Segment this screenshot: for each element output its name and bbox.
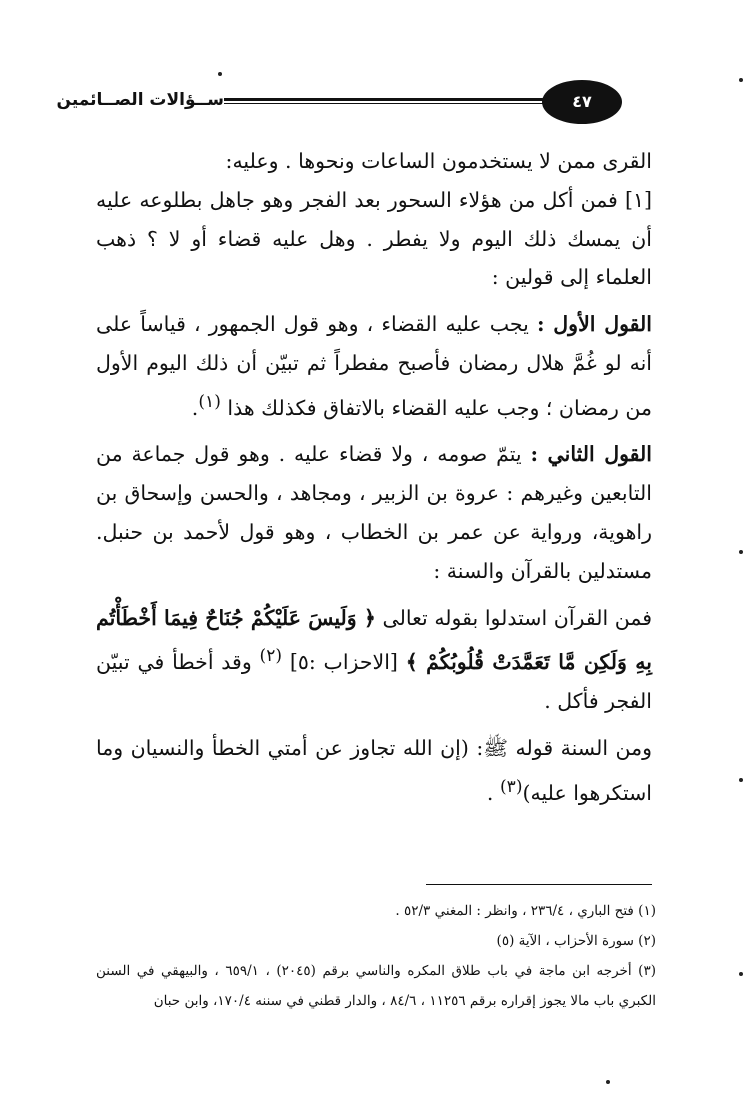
paragraph-quran: فمن القرآن استدلوا بقوله تعالى ﴿ وَلَيسَ عَلَيْكُمْ جُنَاحٌ فِيمَا أَخْطَأْتُم بِهِ وَلَكِن مَّا تَعَمَّدَتْ قُلُوبُكُمْ ﴾ [الاحزاب :٥] $^{(٢)}$ وقد أخطأ في تبيّن الفجر فأكل . [96,605,652,714]
surah-ref: [الاحزاب :٥] [289,650,398,675]
footnote-ref: (١) [198,391,221,412]
footnote: (١) فتح الباري ، ٢٣٦/٤ ، وانظر : المغني ٥٢/٣ . [395,903,656,919]
page-header [56,80,656,126]
first-opinion-label: القول الأول : [536,312,652,337]
footnotes [96,896,656,1016]
paragraph: [١] فمن أكل من هؤلاء السحور بعد الفجر وهو جاهل بطلوعه عليه أن يمسك ذلك اليوم ولا يفطر . وهل عليه قضاء أو لا ؟ ذهب العلماء إلى قولين : [96,187,652,290]
scan-speck [739,972,743,976]
second-opinion-label: القول الثاني : [530,442,652,467]
scan-speck [606,1080,610,1084]
running-title: ســؤالات الصــائمين [56,90,224,110]
footnote-ref: (٣) [499,776,523,797]
main-text [96,142,652,812]
quran-verse: ﴿ وَلَيسَ عَلَيْكُمْ جُنَاحٌ فِيمَا أَخْطَأْتُم بِهِ وَلَكِن مَّا تَعَمَّدَتْ قُلُوبُكُمْ ﴾ [96,605,652,675]
footnote: (٣) أخرجه ابن ماجة في باب طلاق المكره والناسي برقم (٢٠٤٥) ، ٦٥٩/١ ، والبيهقي في السنن الكبري باب مالا يجوز إقراره برقم ١١٢٥٦ ، ٨٤/٦ ، والدار قطني في سننه ١٧٠/٤، وابن حبان [96,963,656,1009]
paragraph-second-opinion: القول الثاني : يتمّ صومه ، ولا قضاء عليه . وهو قول جماعة من التابعين وغيرهم : عروة بن الزبير ، ومجاهد ، والحسن وإسحاق بن راهوية، ورواية عن عمر بن الخطاب ، وهو قول لأحمد بن حنبل. مستدلين بالقرآن والسنة : [96,442,652,583]
page-number: ٤٧ [542,80,622,124]
paragraph: القرى ممن لا يستخدمون الساعات ونحوها . وعليه: [225,149,652,173]
footnote: (٢) سورة الأحزاب ، الآية (٥) [496,933,656,949]
paragraph-first-opinion: القول الأول : يجب عليه القضاء ، وهو قول الجمهور ، قياساً على أنه لو غُمَّ هلال رمضان فأصبح مفطراً ثم تبيّن أن ذلك اليوم الأول من رمضان ؛ وجب عليه القضاء بالاتفاق فكذلك هذا $^{(١)}$. [96,312,652,420]
scan-speck [739,550,743,554]
footnote-separator [426,884,652,885]
scan-speck [739,778,743,782]
scan-speck [218,72,222,76]
footnote-ref: (٢) [259,646,283,667]
paragraph-sunnah: ومن السنة قوله ﷺ: (إن الله تجاوز عن أمتي الخطأ والنسيان وما استكرهوا عليه)$^{(٣)}$ . [96,735,652,805]
header-rule [224,98,546,104]
scan-speck [739,78,743,82]
